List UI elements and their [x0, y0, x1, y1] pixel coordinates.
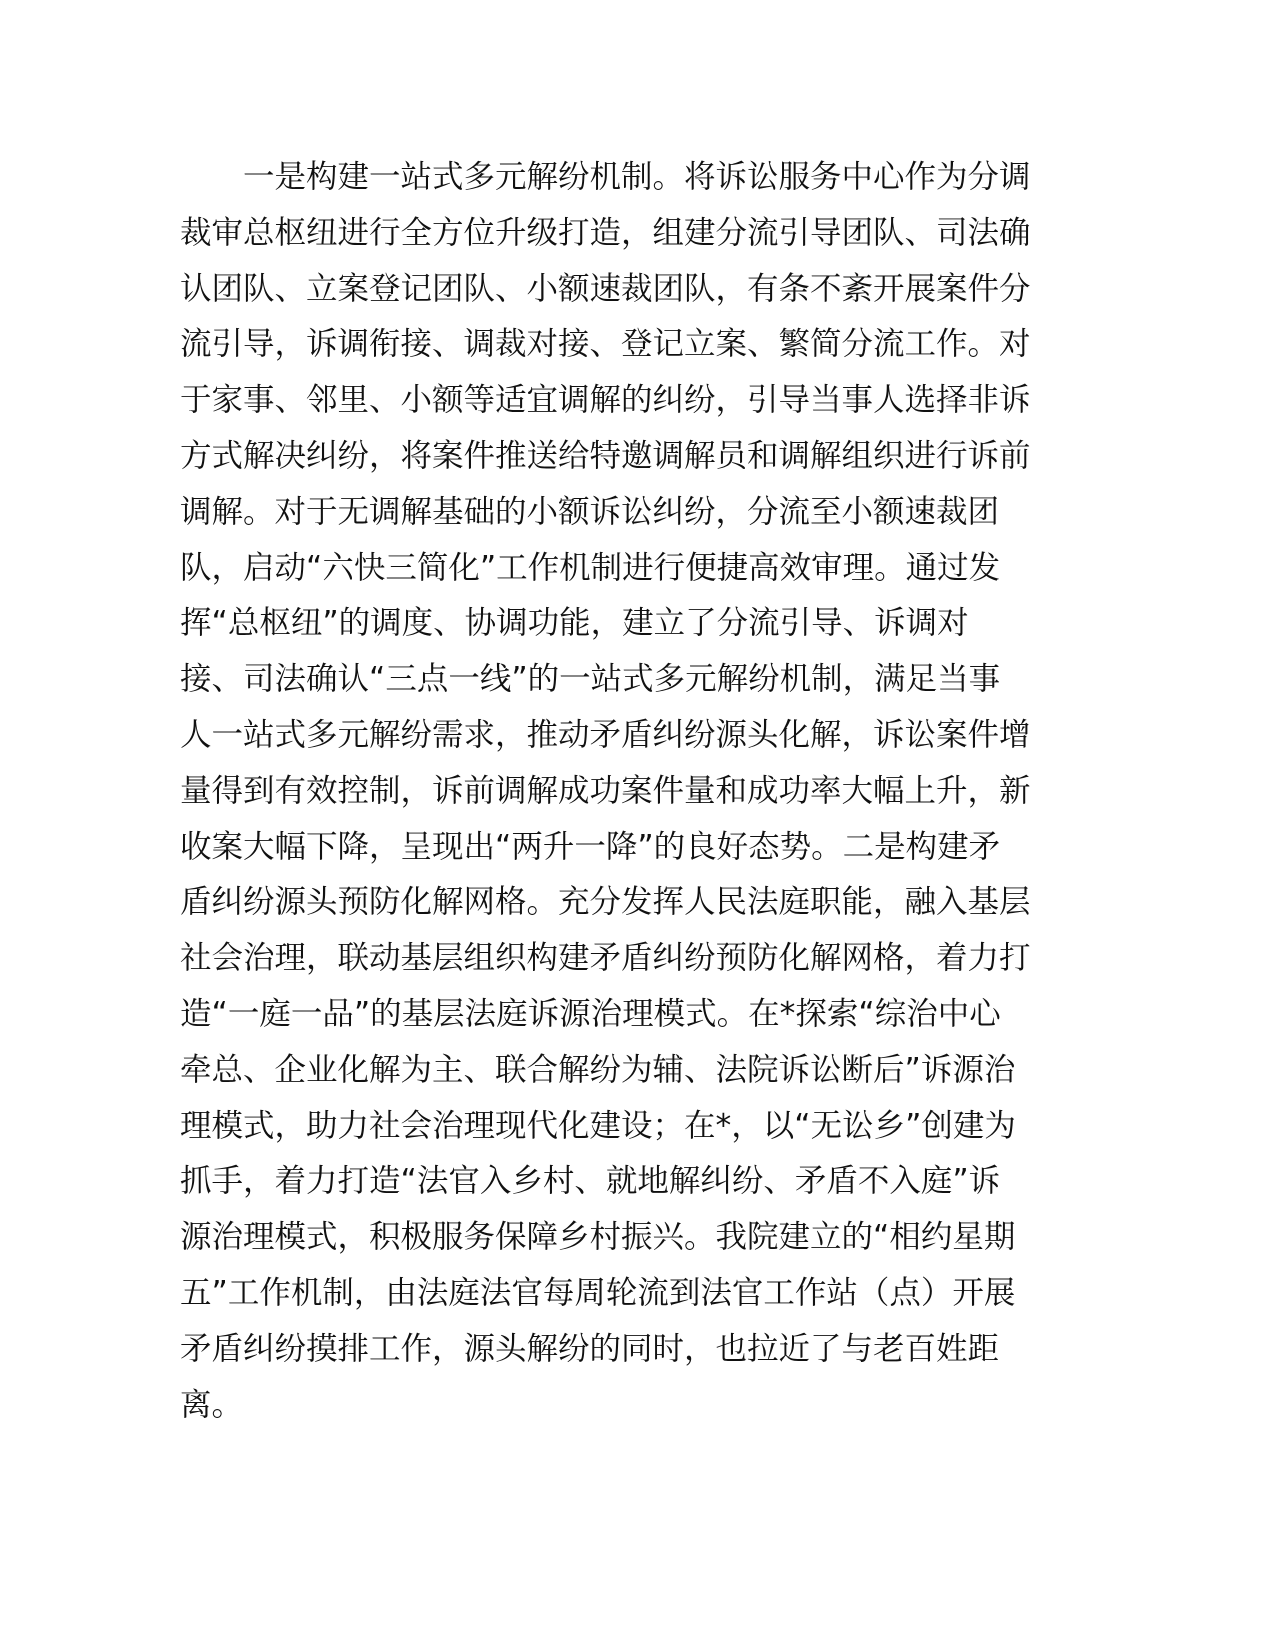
text-line: 挥“总枢纽”的调度、协调功能，建立了分流引导、诉调对 [180, 605, 969, 642]
text-line: 队，启动“六快三简化”工作机制进行便捷高效审理。通过发 [180, 549, 1001, 586]
text-line: 调解。对于无调解基础的小额诉讼纠纷，分流至小额速裁团 [180, 493, 1000, 530]
text-line: 认团队、立案登记团队、小额速裁团队，有条不紊开展案件分 [180, 270, 1031, 307]
text-line: 盾纠纷源头预防化解网格。充分发挥人民法庭职能，融入基层 [180, 884, 1031, 921]
text-line: 裁审总枢纽进行全方位升级打造，组建分流引导团队、司法确 [180, 214, 1031, 251]
text-line: 人一站式多元解纷需求，推动矛盾纠纷源头化解，诉讼案件增 [180, 716, 1031, 753]
text-line: 量得到有效控制，诉前调解成功案件量和成功率大幅上升，新 [180, 772, 1031, 809]
body-paragraph [180, 150, 1040, 1433]
text-line: 于家事、邻里、小额等适宜调解的纠纷，引导当事人选择非诉 [180, 382, 1031, 419]
text-line: 源治理模式，积极服务保障乡村振兴。我院建立的“相约星期 [180, 1219, 1016, 1256]
text-line: 方式解决纠纷，将案件推送给特邀调解员和调解组织进行诉前 [180, 437, 1031, 474]
text-line: 社会治理，联动基层组织构建矛盾纠纷预防化解网格，着力打 [180, 940, 1031, 977]
text-line: 收案大幅下降，呈现出“两升一降”的良好态势。二是构建矛 [180, 828, 1001, 865]
text-line: 造“一庭一品”的基层法庭诉源治理模式。在*探索“综治中心 [180, 995, 1001, 1032]
text-line: 抓手，着力打造“法官入乡村、就地解纠纷、矛盾不入庭”诉 [180, 1163, 1001, 1200]
text-line: 牵总、企业化解为主、联合解纷为辅、法院诉讼断后”诉源治 [180, 1051, 1016, 1088]
text-line: 矛盾纠纷摸排工作，源头解纷的同时，也拉近了与老百姓距 [180, 1330, 1000, 1367]
text-line: 理模式，助力社会治理现代化建设；在*，以“无讼乡”创建为 [180, 1107, 1016, 1144]
text-line: 接、司法确认“三点一线”的一站式多元解纷机制，满足当事 [180, 661, 1001, 698]
text-line: 一是构建一站式多元解纷机制。将诉讼服务中心作为分调 [243, 159, 1031, 195]
text-line: 离。 [180, 1386, 244, 1423]
text-line: 五”工作机制，由法庭法官每周轮流到法官工作站（点）开展 [180, 1274, 1016, 1311]
text-line: 流引导，诉调衔接、调裁对接、登记立案、繁简分流工作。对 [180, 326, 1031, 363]
